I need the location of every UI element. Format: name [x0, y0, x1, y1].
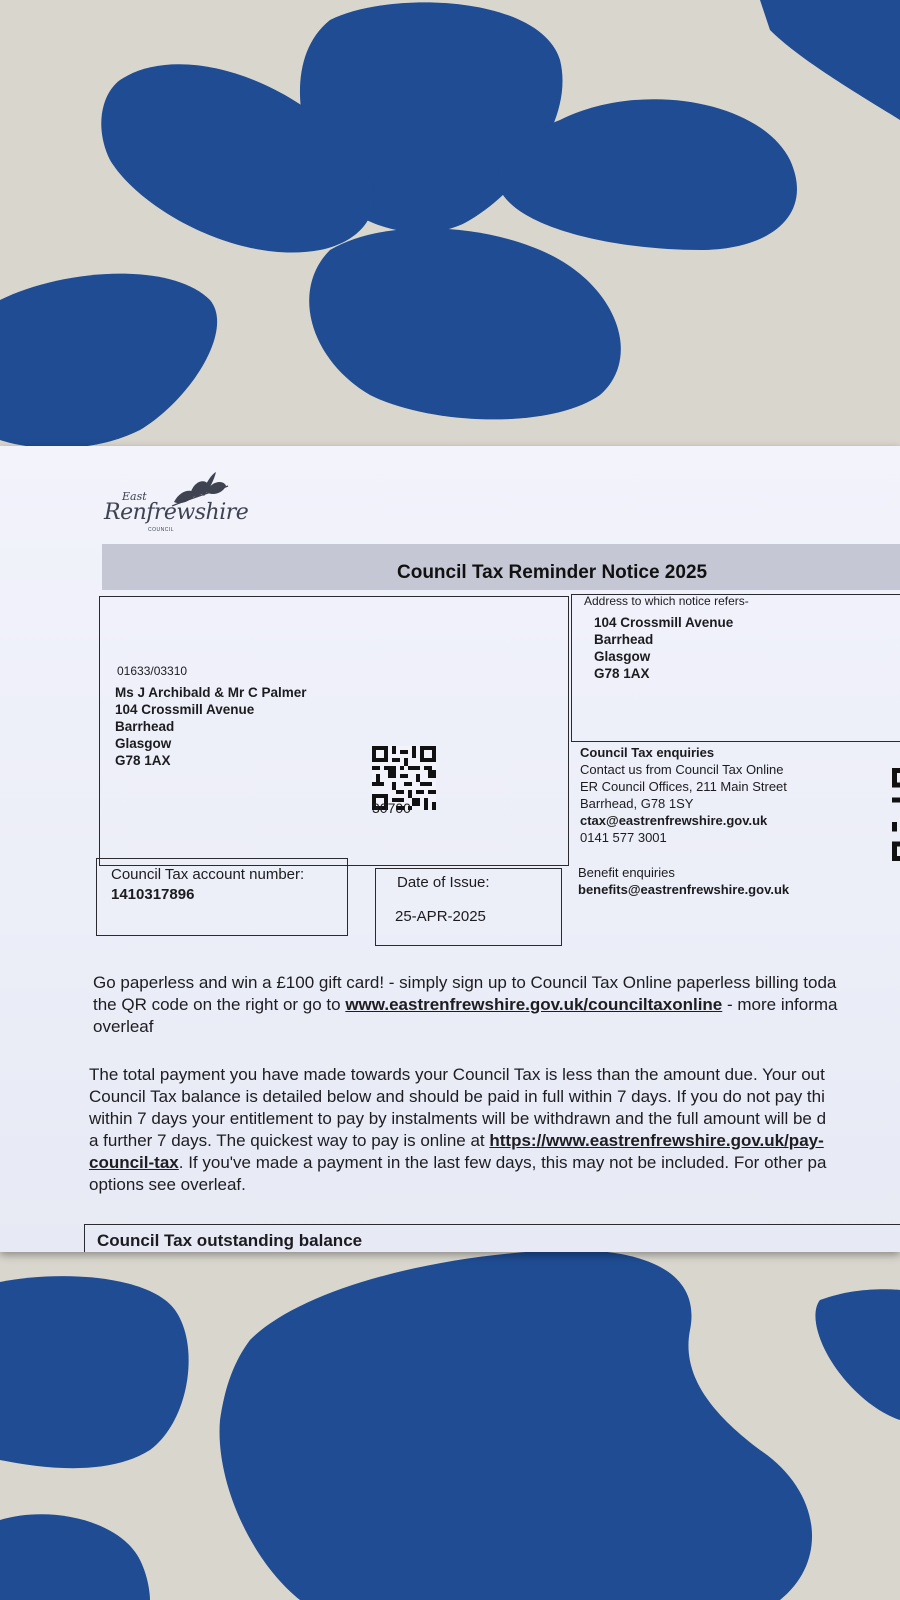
council-tax-enquiries	[580, 744, 787, 846]
pay-council-tax-link[interactable]: https://www.eastrenfrewshire.gov.uk/pay-	[489, 1131, 824, 1150]
property-line: 104 Crossmill Avenue	[594, 615, 734, 630]
logo-text-east: East	[122, 490, 147, 503]
recipient-line: Barrhead	[115, 719, 175, 734]
benefit-enquiries	[578, 864, 789, 898]
council-tax-online-link[interactable]: www.eastrenfrewshire.gov.uk/counciltaxonline	[345, 995, 723, 1014]
council-logo	[104, 472, 254, 532]
payment-text: . If you've made a payment in the last few days, this may not be included. For other pa	[178, 1153, 827, 1172]
payment-line	[89, 1130, 826, 1152]
blob-bottom-left	[0, 1276, 189, 1468]
paperless-text: - more informa	[722, 995, 838, 1014]
logo-text-council: COUNCIL	[148, 527, 175, 533]
payment-line	[89, 1152, 826, 1174]
paperless-qr-code-icon	[892, 768, 900, 866]
outstanding-balance-box	[84, 1224, 900, 1252]
payment-line: The total payment you have made towards your Council Tax is less than the amount due. Your out	[89, 1065, 825, 1084]
payment-line: within 7 days your entitlement to pay by instalments will be withdrawn and the full amount will be d	[89, 1109, 827, 1128]
enquiries-line: ER Council Offices, 211 Main Street	[580, 779, 787, 794]
paperless-line: Go paperless and win a £100 gift card! - simply sign up to Council Tax Online paperless billing toda	[93, 973, 837, 992]
property-heading: Address to which notice refers-	[584, 594, 749, 608]
benefit-heading: Benefit enquiries	[578, 865, 675, 880]
property-line: Barrhead	[594, 632, 654, 647]
payment-line: Council Tax balance is detailed below and should be paid in full within 7 days. If you do not pay thi	[89, 1087, 825, 1106]
account-number-label: Council Tax account number:	[111, 866, 305, 883]
payment-text: a further 7 days. The quickest way to pay is online at	[89, 1131, 490, 1150]
recipient-line: G78 1AX	[115, 753, 171, 768]
date-of-issue-label: Date of Issue:	[397, 874, 490, 891]
logo-text-name: Renfrewshire	[104, 500, 249, 525]
enquiries-line: Barrhead, G78 1SY	[580, 796, 694, 811]
enquiries-line: Contact us from Council Tax Online	[580, 762, 784, 777]
property-line: Glasgow	[594, 649, 651, 664]
council-tax-notice	[0, 446, 900, 1252]
recipient-address	[115, 684, 307, 769]
paperless-line: overleaf	[93, 1017, 154, 1036]
recipient-reference: 01633/03310	[117, 664, 188, 678]
paperless-paragraph	[93, 972, 838, 1038]
recipient-line: Glasgow	[115, 736, 172, 751]
notice-title: Council Tax Reminder Notice 2025	[397, 562, 708, 583]
property-address	[594, 614, 733, 682]
account-number-value: 1410317896	[111, 886, 195, 903]
benefit-email: benefits@eastrenfrewshire.gov.uk	[578, 882, 790, 897]
barcode-number: 30700	[372, 800, 411, 816]
payment-paragraph	[89, 1064, 826, 1196]
property-line: G78 1AX	[594, 666, 650, 681]
payment-line: options see overleaf.	[89, 1175, 246, 1194]
outstanding-balance-heading: Council Tax outstanding balance	[97, 1231, 363, 1250]
recipient-line: 104 Crossmill Avenue	[115, 702, 255, 717]
title-band	[102, 544, 900, 590]
enquiries-heading: Council Tax enquiries	[580, 745, 715, 760]
date-of-issue-value: 25-APR-2025	[395, 908, 486, 925]
paperless-text: the QR code on the right or go to	[93, 995, 346, 1014]
recipient-line: Ms J Archibald & Mr C Palmer	[115, 685, 307, 700]
enquiries-phone: 0141 577 3001	[580, 830, 667, 845]
pay-council-tax-link-continued[interactable]: council-tax	[89, 1153, 179, 1172]
enquiries-email: ctax@eastrenfrewshire.gov.uk	[580, 813, 768, 828]
paperless-line	[93, 994, 838, 1016]
